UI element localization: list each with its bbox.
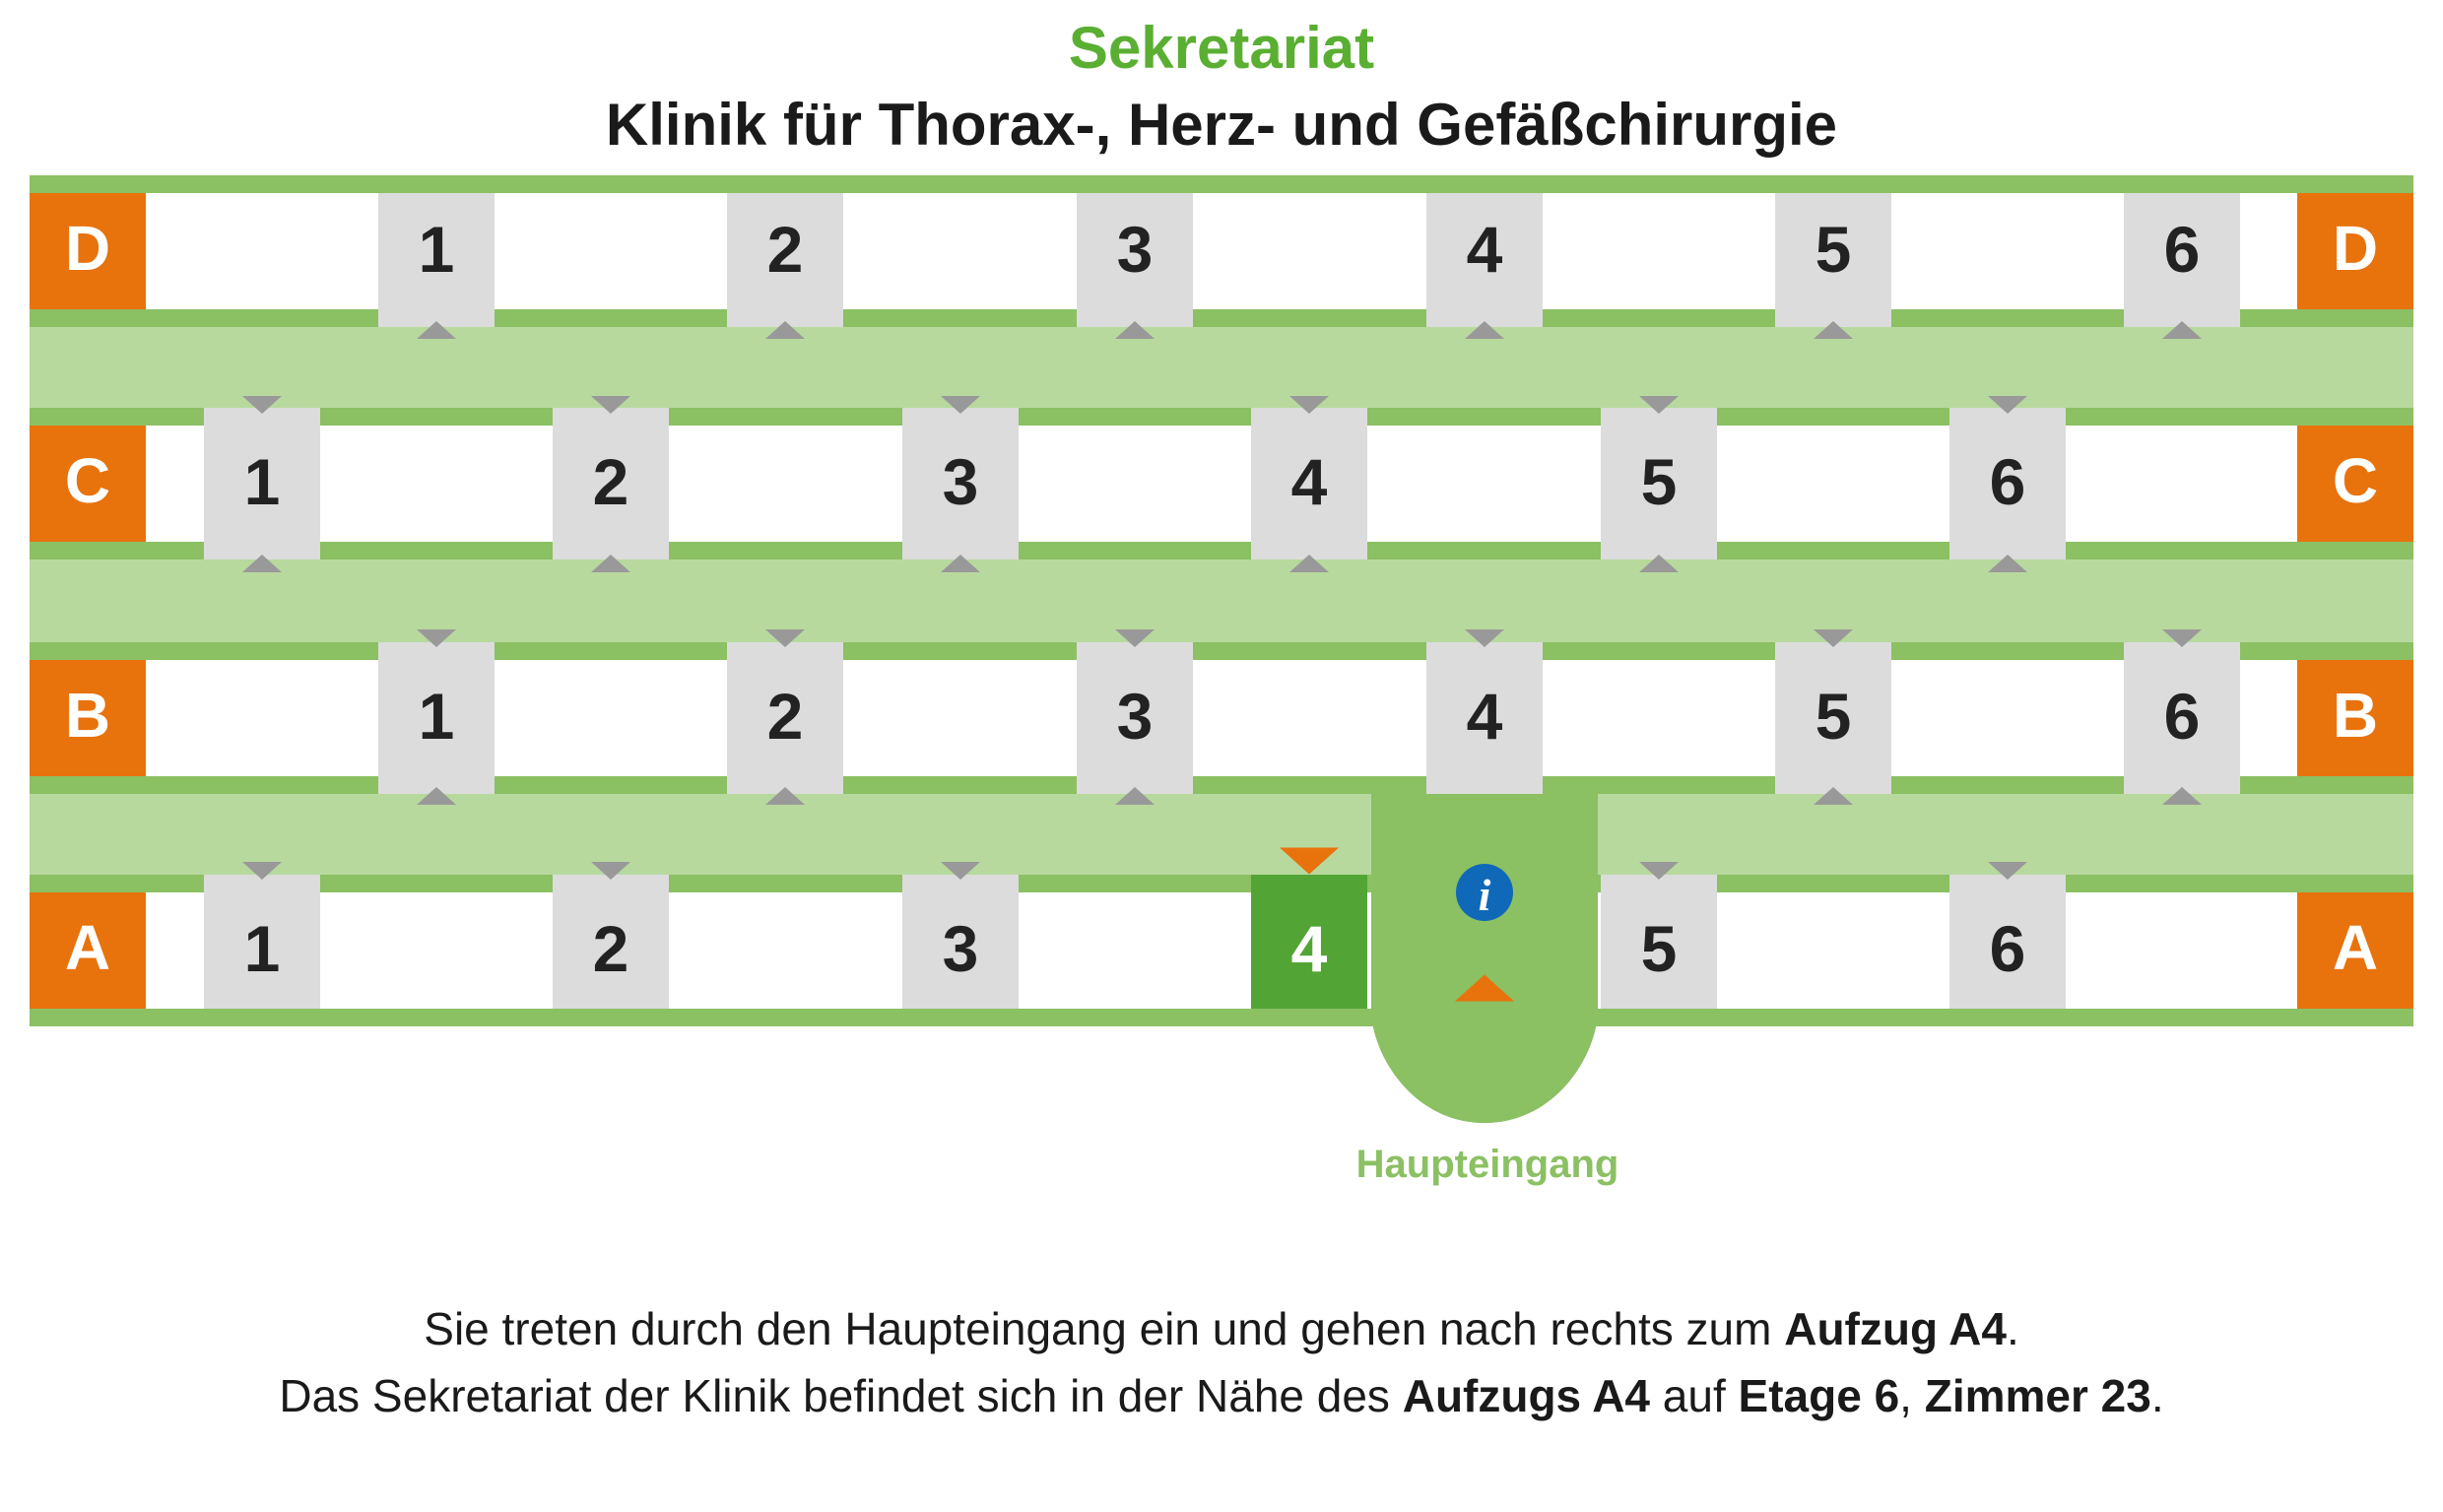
row-label-left: B	[64, 680, 111, 751]
elevator-number: 3	[1116, 213, 1154, 286]
info-icon-glyph: i	[1478, 870, 1491, 920]
description-segment: Sie treten durch den Haupteingang ein und gehen nach rechts zum	[424, 1303, 1785, 1354]
description-segment: Zimmer 23	[1924, 1370, 2151, 1421]
elevator-number: 4	[1290, 445, 1328, 518]
frame-bottom	[30, 1009, 2413, 1026]
row-label-right: D	[2332, 213, 2379, 284]
page-subtitle: Klinik für Thorax-, Herz- und Gefäßchirurgie	[605, 92, 1838, 158]
page-title: Sekretariat	[1068, 15, 1375, 81]
description-segment: Etage 6	[1738, 1370, 1900, 1421]
elevator-number: 2	[592, 912, 629, 985]
description-segment: Das Sekretariat der Klinik befindet sich in der Nähe des	[279, 1370, 1403, 1421]
description-line-1	[0, 1302, 2443, 1355]
description-segment: .	[2006, 1303, 2019, 1354]
elevator-number: 2	[766, 680, 804, 753]
elevator-number: 6	[1989, 445, 2026, 518]
elevator-number: 4	[1290, 912, 1328, 985]
elevator-number: 5	[1815, 213, 1852, 286]
elevator-number: 6	[2163, 213, 2201, 286]
description-segment: ,	[1899, 1370, 1925, 1421]
elevator-number: 3	[942, 445, 979, 518]
elevator-number: 3	[942, 912, 979, 985]
entrance-label: Haupteingang	[1355, 1143, 1619, 1186]
elevator-number: 1	[418, 680, 455, 753]
elevator-number: 4	[1466, 680, 1503, 753]
elevator-number: 5	[1640, 912, 1678, 985]
elevator-number: 4	[1466, 213, 1503, 286]
elevator-number: 6	[1989, 912, 2026, 985]
row-label-left: A	[64, 912, 111, 983]
row-label-left: C	[64, 445, 111, 516]
row-label-right: C	[2332, 445, 2379, 516]
elevator-number: 2	[766, 213, 804, 286]
row-label-right: B	[2332, 680, 2379, 751]
description-segment: Aufzugs A4	[1402, 1370, 1651, 1421]
elevator-number: 3	[1116, 680, 1154, 753]
elevator-number: 5	[1815, 680, 1852, 753]
elevator-number: 1	[418, 213, 455, 286]
elevator-number: 5	[1640, 445, 1678, 518]
description-segment: Aufzug A4	[1784, 1303, 2007, 1354]
description-segment: .	[2150, 1370, 2164, 1421]
row-label-left: D	[64, 213, 111, 284]
elevator-number: 6	[2163, 680, 2201, 753]
elevator-number: 1	[243, 445, 281, 518]
description-segment: auf	[1650, 1370, 1739, 1421]
frame-top	[30, 175, 2413, 193]
elevator-number: 2	[592, 445, 629, 518]
row-label-right: A	[2332, 912, 2379, 983]
description-line-2	[0, 1369, 2443, 1422]
elevator-number: 1	[243, 912, 281, 985]
